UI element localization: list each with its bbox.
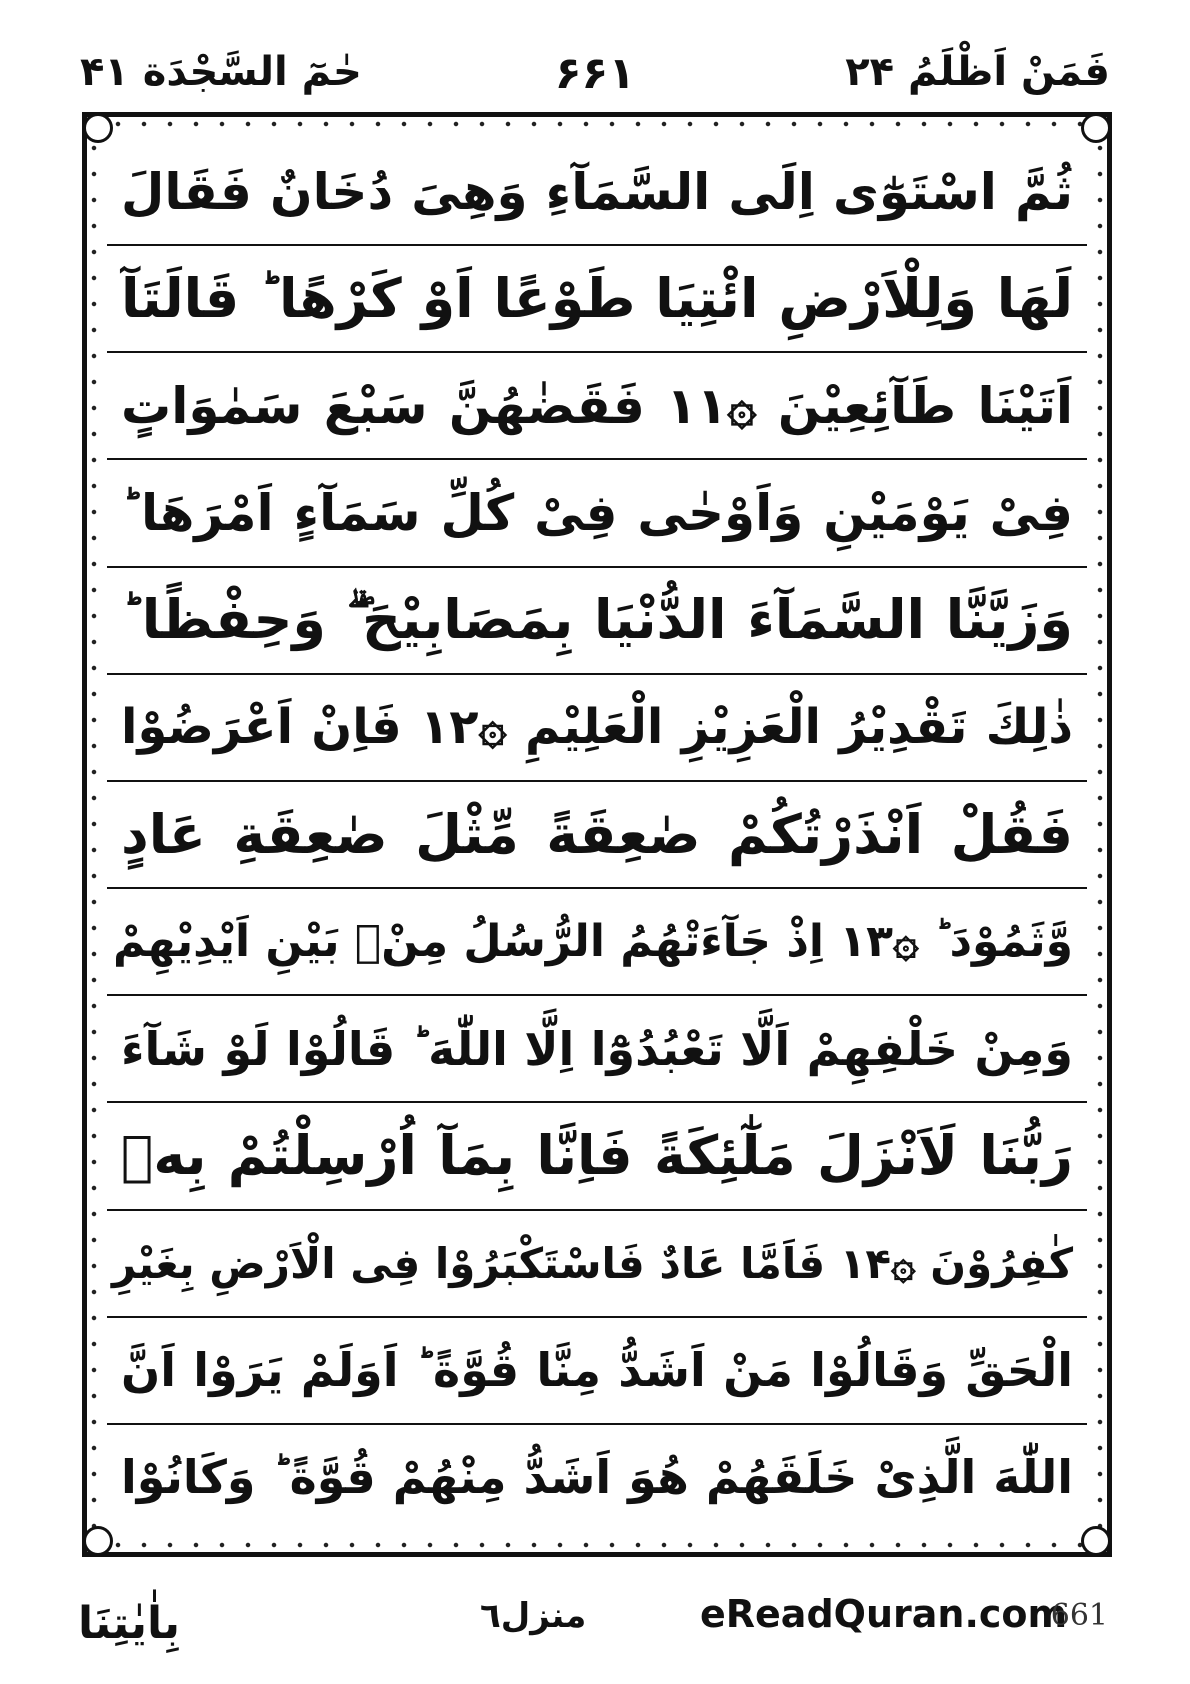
page-number-latin: 661 [1050, 1598, 1108, 1633]
verse-line: ثُمَّ اسْتَوٰٓى اِلَى السَّمَآءِ وَهِىَ دُخَانٌ فَقَالَ [121, 162, 1073, 221]
verse-line: فَقُلْ اَنْذَرْتُكُمْ صٰعِقَةً مِّثْلَ صٰعِقَةِ عَادٍ [107, 780, 1087, 887]
verse-lines [107, 139, 1087, 1530]
surah-title: حٰمٓ السَّجْدَة ۴١ [80, 49, 362, 95]
corner-ornament-icon [1081, 1526, 1111, 1556]
site-link[interactable]: eReadQuran.com [700, 1592, 1068, 1636]
corner-ornament-icon [83, 1526, 113, 1556]
verse-line: اَتَيْنَا طَآئِعِيْنَ ۞١١ فَقَضٰهُنَّ سَبْعَ سَمٰوَاتٍ [107, 351, 1087, 458]
right-ornament-border [1093, 135, 1107, 1534]
left-ornament-border [87, 135, 101, 1534]
verse-line: الْحَقِّ وَقَالُوْا مَنْ اَشَدُّ مِنَّا قُوَّةً ؕ اَوَلَمْ يَرَوْا اَنَّ [107, 1316, 1087, 1423]
verse-line: وَّثَمُوْدَ ؕ ۞١٣ اِذْ جَآءَتْهُمُ الرُّسُلُ مِنْۢ بَيْنِ اَيْدِيْهِمْ [107, 887, 1087, 994]
page-number-arabic: ۶۶١ [554, 48, 636, 99]
verse-line: ذٰلِكَ تَقْدِيْرُ الْعَزِيْزِ الْعَلِيْمِ ۞١٢ فَاِنْ اَعْرَضُوْا [107, 673, 1087, 780]
manzil-label: منزل٦ [480, 1596, 587, 1636]
juz-title: فَمَنْ اَظْلَمُ ٢۴ [845, 49, 1110, 95]
verse-line: لَهَا وَلِلْاَرْضِ ائْتِيَا طَوْعًا اَوْ كَرْهًا ؕ قَالَتَآ [107, 244, 1087, 351]
verse-line: رَبُّنَا لَاَنْزَلَ مَلٰٓئِكَةً فَاِنَّا بِمَآ اُرْسِلْتُمْ بِهٖ [107, 1101, 1087, 1208]
verse-line: فِىْ يَوْمَيْنِ وَاَوْحٰى فِىْ كُلِّ سَمَآءٍ اَمْرَهَا ؕ [107, 458, 1087, 565]
verse-line: وَزَيَّنَّا السَّمَآءَ الدُّنْيَا بِمَصَابِيْحَ ۖۗ وَحِفْظًا ؕ [107, 566, 1087, 673]
catchword: بِاٰيٰتِنَا [78, 1598, 181, 1649]
top-ornament-border [105, 117, 1089, 131]
page-frame [82, 112, 1112, 1557]
verse-line: كٰفِرُوْنَ ۞١۴ فَاَمَّا عَادٌ فَاسْتَكْبَرُوْا فِى الْاَرْضِ بِغَيْرِ [107, 1209, 1087, 1316]
verse-line: وَمِنْ خَلْفِهِمْ اَلَّا تَعْبُدُوْٓا اِلَّا اللّٰهَ ؕ قَالُوْا لَوْ شَآءَ [107, 994, 1087, 1101]
verse-line: اللّٰهَ الَّذِىْ خَلَقَهُمْ هُوَ اَشَدُّ مِنْهُمْ قُوَّةً ؕ وَكَانُوْا [107, 1423, 1087, 1530]
bottom-ornament-border [105, 1538, 1089, 1552]
